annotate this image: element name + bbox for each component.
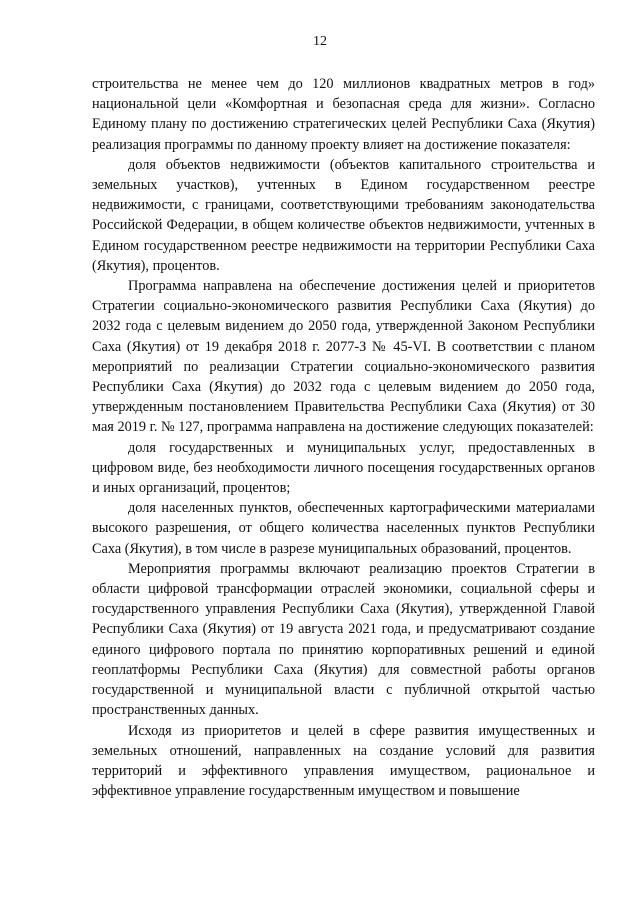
paragraph-priorities: Исходя из приоритетов и целей в сфере развития имущественных и земельных отношений, направленных на создание условий для развития территорий и эффективного управления имуществом, рациональное и эффективное управление государственным имуществом и повышение [92, 722, 595, 800]
paragraph-continuation: строительства не менее чем до 120 миллионов квадратных метров в год» национальной цели «Комфортная и безопасная среда для жизни». Согласно Единому плану по достижению стратегических целей Республики Саха (Якутия) реализация программы по данному проекту влияет на достижение показателя: [92, 76, 595, 153]
paragraph-strategy-goals: Программа направлена на обеспечение достижения целей и приоритетов Стратегии социально-экономического развития Республики Саха (Якутия) до 2032 года с целевым видением до 2050 года, утвержденной Законом Республики Саха (Якутия) от 19 декабря 2018 г. 2077-З № 45-VI. В соответствии с планом мероприятий по реализации Стратегии социально-экономического развития Республики Саха (Якутия) до 2032 года с целевым видением до 2050 года, утвержденным постановлением Правительства Республики Саха (Якутия) от 30 мая 2019 г. № 127, программа направлена на достижение следующих показателей: [92, 278, 595, 436]
paragraph-indicator-cartography: доля населенных пунктов, обеспеченных картографическими материалами высокого разрешения, от общего количества населенных пунктов Республики Саха (Якутия), в том числе в разрезе муниципальных образований, процентов. [92, 500, 595, 557]
paragraph-program-measures: Мероприятия программы включают реализацию проектов Стратегии в области цифровой трансформации отраслей экономики, социальной сферы и государственного управления Республики Саха (Якутия), утвержденной Главой Республики Саха (Якутия) от 19 августа 2021 года, и предусматривают создание единого цифрового портала по принятию корпоративных решений и единой геоплатформы Республики Саха (Якутия) для совместной работы органов государственной и муниципальной власти с публичной открытой частью пространственных данных. [92, 560, 595, 719]
paragraph-indicator-cadastre: доля объектов недвижимости (объектов капитального строительства и земельных участков), учтенных в Едином государственном реестре недвижимости, с границами, соответствующими требованиям законодательства Российской Федерации, в общем количестве объектов недвижимости, учтенных в Едином государственном реестре недвижимости на территории Республики Саха (Якутия), процентов. [92, 156, 595, 274]
page-number: 12 [313, 34, 327, 49]
document-body [92, 74, 595, 801]
paragraph-indicator-digital-services: доля государственных и муниципальных услуг, предоставленных в цифровом виде, без необходимости личного посещения государственных органов и иных организаций, процентов; [92, 439, 595, 497]
